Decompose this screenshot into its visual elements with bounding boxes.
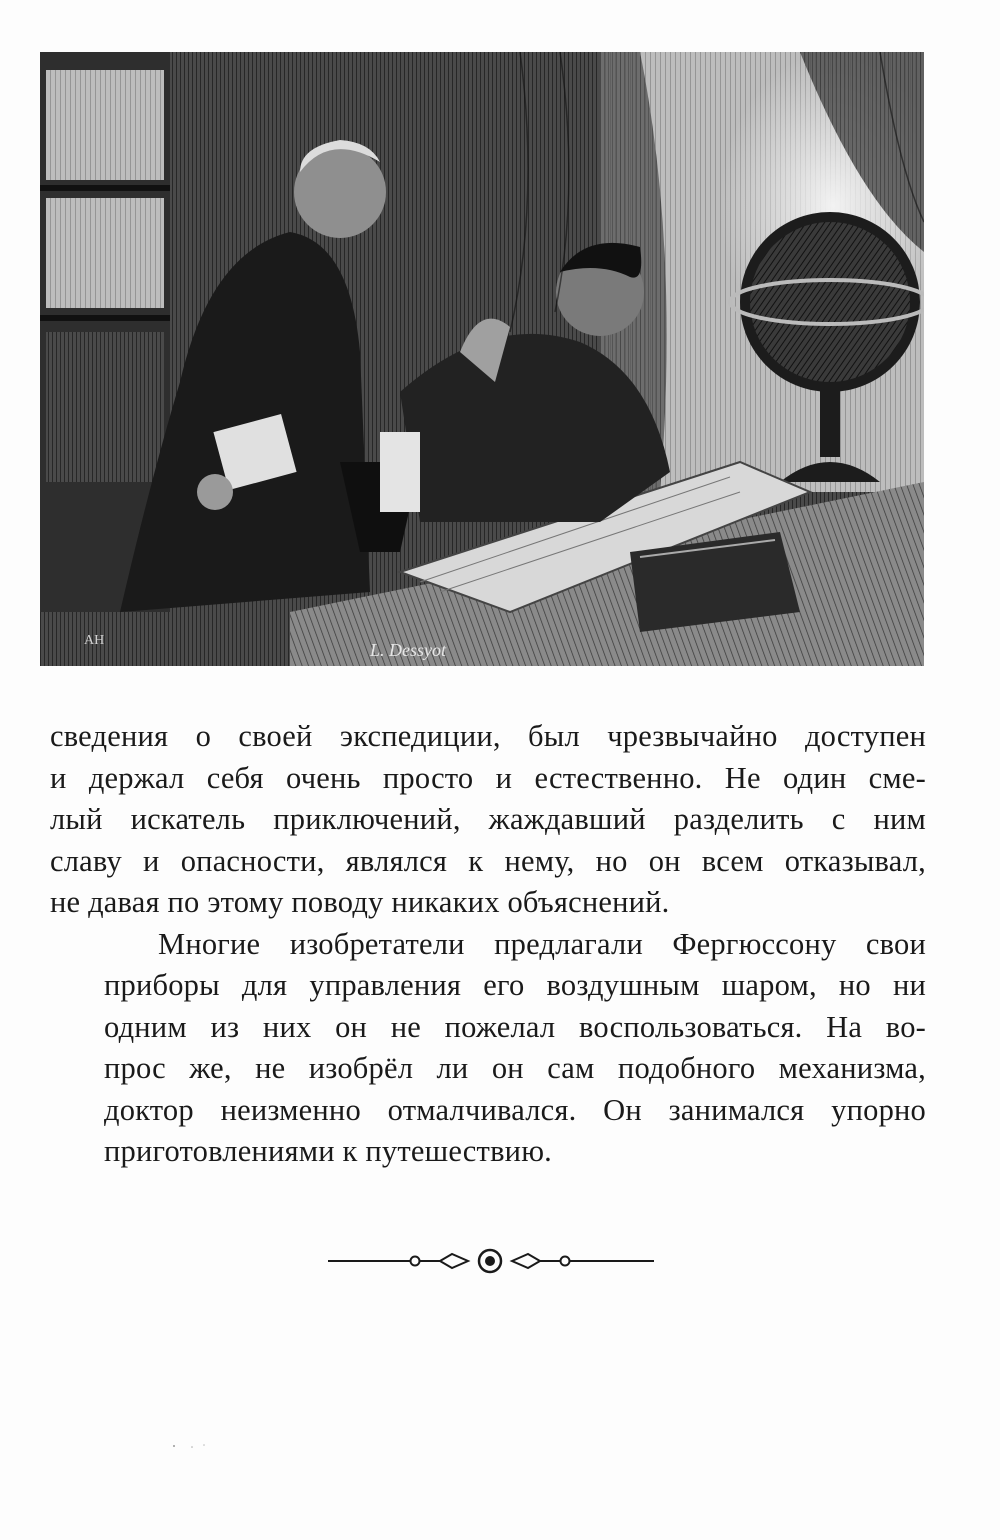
text-line: приготовлениями к путешествию.: [104, 1134, 553, 1168]
text-line: сведения о своей экспедиции, был чрезвычайно доступен: [50, 719, 926, 753]
section-divider-ornament: [328, 1246, 654, 1276]
engraving-illustration: [40, 52, 924, 666]
paragraph-2: [50, 924, 926, 1173]
paragraph-1: [50, 716, 926, 924]
engraver-signature: L. Dessyot: [370, 640, 446, 660]
engraver-mark: AH: [84, 633, 105, 648]
engraving-svg: [40, 52, 924, 666]
body-text: [50, 716, 926, 1173]
text-line: доктор неизменно отмалчивался. Он занимался упорно: [104, 1092, 926, 1127]
text-line: прос же, не изобрёл ли он сам подобного механизма,: [104, 1051, 926, 1085]
text-line: не давая по этому поводу никаких объяснений.: [50, 885, 670, 919]
text-line: приборы для управления его воздушным шаром, но ни: [104, 968, 926, 1002]
paper-specks: [170, 1442, 210, 1450]
text-line: и держал себя очень просто и естественно. Не один сме-: [50, 760, 926, 795]
text-line: лый искатель приключений, жаждавший разделить с ним: [50, 802, 926, 836]
text-line: одним из них он не пожелал воспользоваться. На во-: [104, 1009, 926, 1044]
text-line: Многие изобретатели предлагали Фергюссону свои: [158, 926, 926, 961]
text-line: славу и опасности, являлся к нему, но он всем отказывал,: [50, 843, 926, 878]
